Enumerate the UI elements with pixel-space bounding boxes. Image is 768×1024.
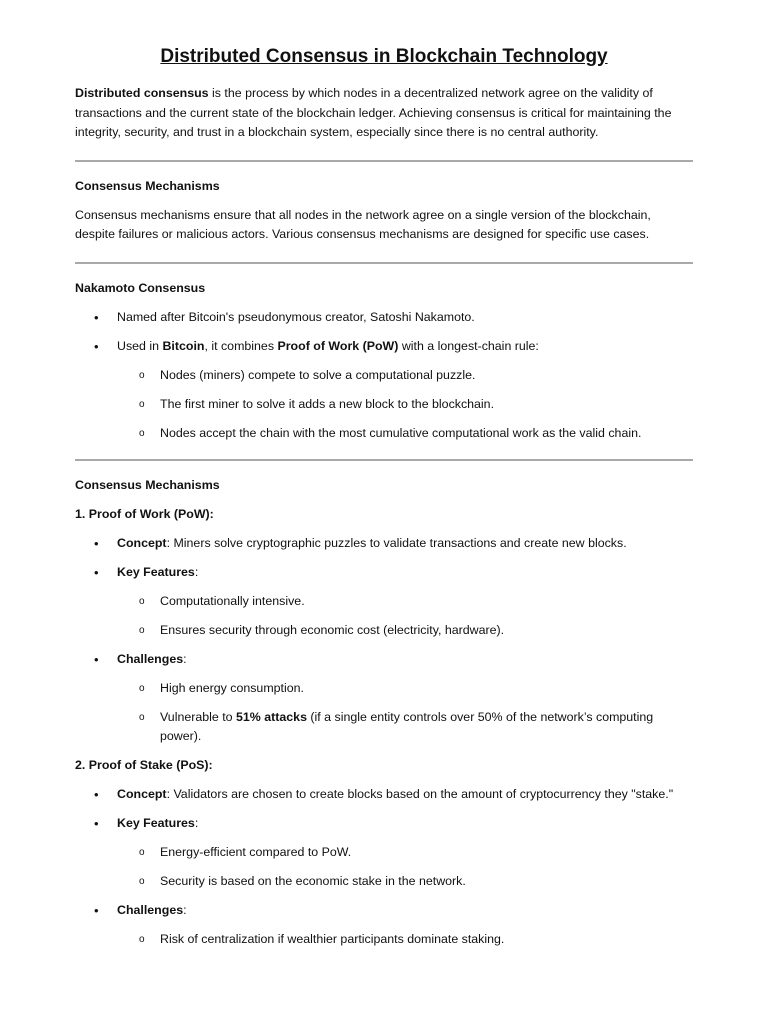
- divider: [75, 262, 693, 264]
- divider: [75, 160, 693, 162]
- pow-heading: 1. Proof of Work (PoW):: [75, 506, 214, 521]
- sub-list-item: [75, 708, 693, 746]
- nakamoto-list: [75, 308, 693, 443]
- divider: [75, 459, 693, 461]
- list-item: • Key Features:: [75, 814, 693, 833]
- sub-list-item: o Computationally intensive.: [75, 592, 693, 611]
- sub-list-item: o Energy-efficient compared to PoW.: [75, 843, 693, 862]
- list-item: • Challenges:: [75, 650, 693, 669]
- document-page: [75, 44, 693, 949]
- bold-text: Bitcoin: [162, 338, 205, 353]
- intro-paragraph: [75, 84, 693, 143]
- pos-heading: 2. Proof of Stake (PoS):: [75, 757, 213, 772]
- bold-text: 51% attacks: [236, 709, 307, 724]
- sub-list-item: o High energy consumption.: [75, 679, 693, 698]
- text: Vulnerable to: [160, 709, 237, 724]
- sub-list-item: o Ensures security through economic cost (electricity, hardware).: [75, 621, 693, 640]
- text: , it combines: [204, 338, 278, 353]
- text: : Miners solve cryptographic puzzles to validate transactions and create new blocks.: [166, 535, 627, 550]
- bold-text: Proof of Work (PoW): [277, 338, 399, 353]
- list-item: • Challenges:: [75, 901, 693, 920]
- bold-text: Key Features: [117, 815, 195, 830]
- bold-text: Challenges: [117, 651, 184, 666]
- bold-text: Key Features: [117, 564, 195, 579]
- document-title: Distributed Consensus in Blockchain Technology: [160, 46, 608, 67]
- sub-list-item: o Risk of centralization if wealthier participants dominate staking.: [75, 930, 693, 949]
- text: Used in: [117, 338, 163, 353]
- sub-list-item: o Nodes (miners) compete to solve a computational puzzle.: [75, 366, 693, 385]
- section-heading-nakamoto: Nakamoto Consensus: [75, 280, 206, 295]
- list-item: • Named after Bitcoin's pseudonymous creator, Satoshi Nakamoto.: [75, 308, 693, 327]
- bold-text: Concept: [117, 786, 167, 801]
- list-item: [75, 785, 693, 804]
- section-heading-consensus-mechanisms-2: Consensus Mechanisms: [75, 477, 220, 492]
- bold-text: Challenges: [117, 902, 184, 917]
- pow-list: [75, 534, 693, 746]
- bold-text: Concept: [117, 535, 167, 550]
- list-item: • Key Features:: [75, 563, 693, 582]
- sub-list-item: o Security is based on the economic stake in the network.: [75, 872, 693, 891]
- text: : Validators are chosen to create blocks based on the amount of cryptocurrency they "stake.": [166, 786, 674, 801]
- text: with a longest-chain rule:: [398, 338, 539, 353]
- intro-bold-term: Distributed consensus: [75, 86, 209, 100]
- sub-list-item: o The first miner to solve it adds a new block to the blockchain.: [75, 395, 693, 414]
- section-heading-consensus-mechanisms: Consensus Mechanisms: [75, 178, 220, 193]
- sub-list-item: o Nodes accept the chain with the most cumulative computational work as the valid chain.: [75, 424, 693, 443]
- pos-list: [75, 785, 693, 949]
- consensus-mechanisms-paragraph: Consensus mechanisms ensure that all nodes in the network agree on a single version of the blockchain, despite failures or malicious actors. Various consensus mechanisms are designed for specific use cases.: [75, 207, 651, 241]
- list-item: [75, 534, 693, 553]
- intro-text: is the process by which nodes in a decentralized network agree on the validity of transactions and the current state of the blockchain ledger. Achieving consensus is critical for maintaining the integrity, security, and trust in a blockchain system, especially since there is no central authority.: [75, 86, 672, 139]
- text: (if a single entity controls over 50% of the network’s computing power).: [160, 709, 654, 743]
- list-item: [75, 337, 693, 356]
